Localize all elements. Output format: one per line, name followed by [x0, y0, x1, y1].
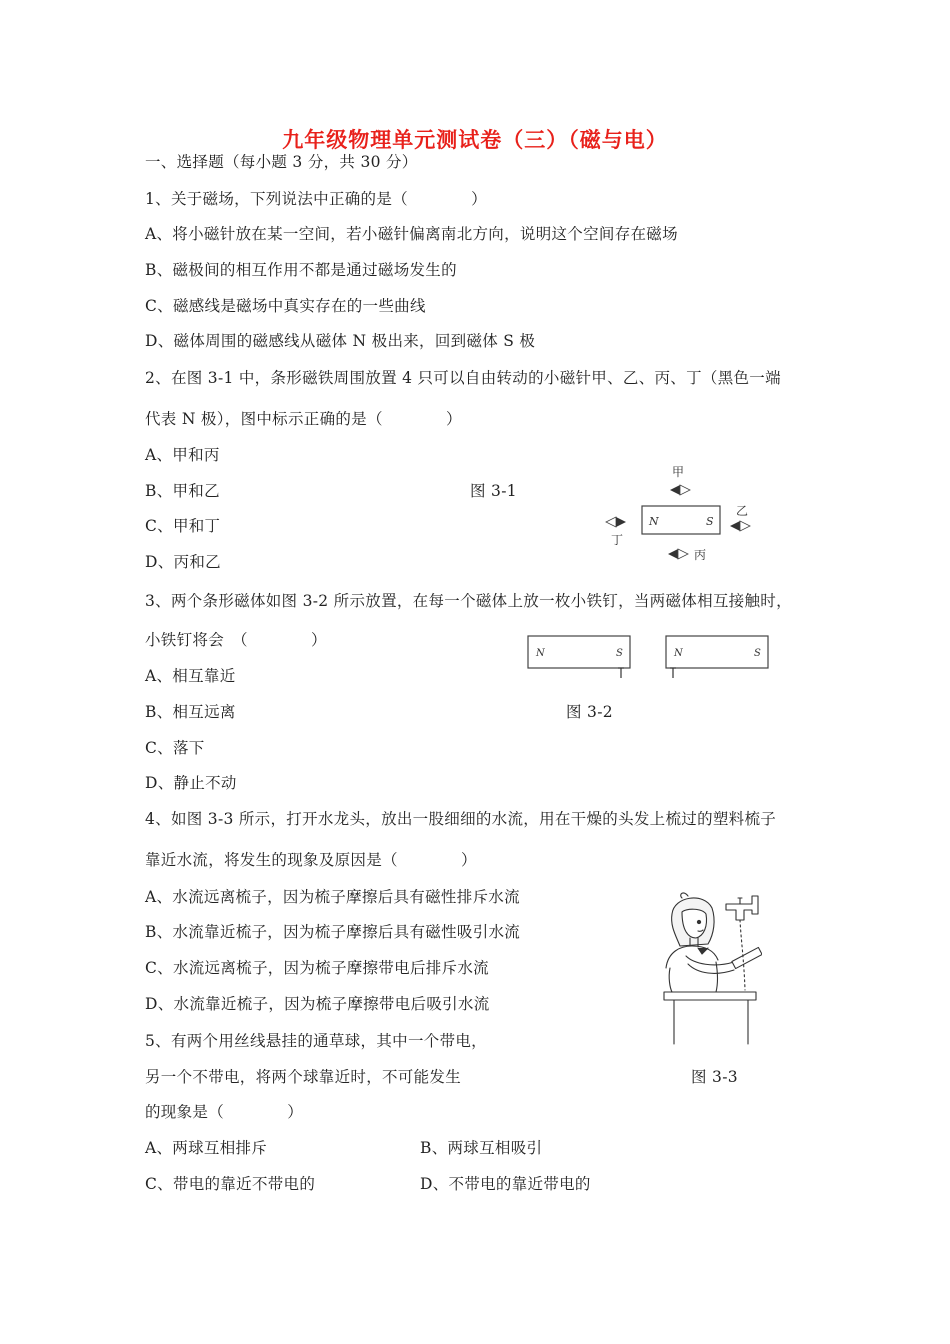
q3-option-d: D、静止不动 [145, 774, 237, 792]
magnet-left-n-pole: N [536, 648, 545, 659]
nail-right [670, 668, 676, 678]
q5-option-b: B、两球互相吸引 [420, 1139, 543, 1157]
hair-bow [681, 893, 688, 898]
q5-stem-line3: 的现象是（ ） [145, 1103, 304, 1121]
q5-stem-line1: 5、有两个用丝线悬挂的通草球，其中一个带电， [145, 1032, 487, 1050]
figure-3-3-caption: 图 3-3 [691, 1068, 738, 1086]
q1-option-b: B、磁极间的相互作用不都是通过磁场发生的 [145, 261, 457, 279]
q4-option-b: B、水流靠近梳子，因为梳子摩擦后具有磁性吸引水流 [145, 923, 521, 941]
q1-option-c: C、磁感线是磁场中真实存在的一些曲线 [145, 297, 426, 315]
q3-option-c: C、落下 [145, 739, 205, 757]
q4-option-a: A、水流远离梳子，因为梳子摩擦后具有磁性排斥水流 [145, 888, 520, 906]
figure-3-1-caption: 图 3-1 [470, 482, 517, 500]
figure-3-2-caption: 图 3-2 [566, 703, 613, 721]
q5-option-a: A、两球互相排斥 [145, 1139, 268, 1157]
magnet-left-s-pole: S [616, 648, 623, 659]
q1-option-d: D、磁体周围的磁感线从磁体 N 极出来，回到磁体 S 极 [145, 332, 536, 350]
q4-stem-line2: 靠近水流，将发生的现象及原因是（ ） [145, 851, 477, 869]
needle-yi-label: 乙 [736, 504, 749, 518]
q4-option-d: D、水流靠近梳子，因为梳子摩擦带电后吸引水流 [145, 995, 490, 1013]
q3-stem-line2: 小铁钉将会 （ ） [145, 631, 327, 649]
figure-3-3-girl-comb-faucet-illustration [652, 890, 762, 1050]
q3-option-b: B、相互远离 [145, 703, 236, 721]
q2-option-b: B、甲和乙 [145, 482, 220, 500]
faucet-icon [726, 896, 758, 920]
q1-stem: 1、关于磁场，下列说法中正确的是（ ） [145, 190, 487, 208]
needle-ding-label: 丁 [611, 533, 624, 547]
comb-icon [732, 947, 762, 968]
q2-option-d: D、丙和乙 [145, 553, 221, 571]
page-title: 九年级物理单元测试卷（三）（磁与电） [282, 128, 668, 152]
magnet-right-s-pole: S [754, 648, 761, 659]
figure-3-1-bar-magnet-compasses [596, 462, 756, 566]
q4-stem-line1: 4、如图 3-3 所示，打开水龙头，放出一股细细的水流，用在干燥的头发上梳过的塑料梳子 [145, 810, 777, 828]
q2-option-a: A、甲和丙 [145, 446, 220, 464]
magnet-right-n-pole: N [674, 648, 683, 659]
q5-stem-line2: 另一个不带电，将两个球靠近时，不可能发生 [145, 1068, 462, 1086]
q2-stem-line1: 2、在图 3-1 中，条形磁铁周围放置 4 只可以自由转动的小磁针甲、乙、丙、丁（黑色一端 [145, 369, 781, 387]
bar-magnet-s-pole: S [706, 515, 714, 528]
needle-bing-label: 丙 [694, 548, 707, 562]
bar-magnet-n-pole: N [649, 515, 659, 528]
q3-option-a: A、相互靠近 [145, 667, 236, 685]
q1-option-a: A、将小磁针放在某一空间，若小磁针偏离南北方向，说明这个空间存在磁场 [145, 225, 678, 243]
figure-3-2-two-bar-magnets [524, 632, 774, 682]
q3-stem-line1: 3、两个条形磁体如图 3-2 所示放置，在每一个磁体上放一枚小铁钉，当两磁体相互接触时， [145, 592, 792, 610]
q2-option-c: C、甲和丁 [145, 517, 221, 535]
q4-option-c: C、水流远离梳子，因为梳子摩擦带电后排斥水流 [145, 959, 489, 977]
section-heading: 一、选择题（每小题 3 分，共 30 分） [145, 153, 418, 171]
needle-bing [668, 549, 688, 559]
q5-option-d: D、不带电的靠近带电的 [420, 1175, 591, 1193]
needle-ding [606, 517, 626, 527]
needle-jia [670, 485, 690, 495]
q5-option-c: C、带电的靠近不带电的 [145, 1175, 316, 1193]
q2-stem-line2: 代表 N 极），图中标示正确的是（ ） [145, 410, 462, 428]
needle-yi [730, 521, 750, 531]
needle-jia-label: 甲 [672, 465, 685, 479]
nail-left [618, 668, 624, 678]
